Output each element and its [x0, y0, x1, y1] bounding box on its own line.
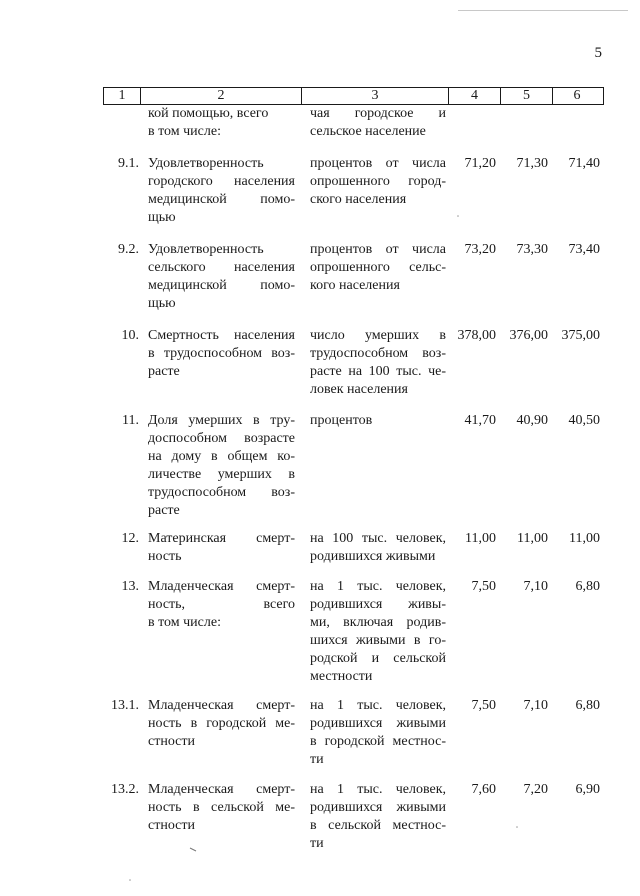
- indicator-name-line: медицинской помо-: [148, 278, 295, 293]
- indicator-name-line: Доля умерших в тру-: [148, 413, 295, 428]
- value-col-4: 7,60: [471, 782, 496, 797]
- indicator-name-line: Удовлетворенность: [148, 242, 264, 257]
- indicator-name-line: доспособном возрасте: [148, 431, 295, 446]
- unit-line: родившихся живыми: [310, 549, 436, 564]
- unit-line: ти: [310, 836, 324, 851]
- value-col-6: 11,00: [569, 531, 600, 546]
- row-number: 9.2.: [118, 242, 139, 257]
- row-number: 12.: [121, 531, 139, 546]
- header-col-3: 3: [302, 88, 449, 104]
- value-col-5: 376,00: [509, 328, 548, 343]
- value-col-5: 7,10: [523, 698, 548, 713]
- indicator-name-line: в трудоспособном воз-: [148, 346, 295, 361]
- unit-line: опрошенного город-: [310, 174, 446, 189]
- value-col-5: 11,00: [517, 531, 548, 546]
- continuation-name: [148, 105, 295, 140]
- row-number: 10.: [121, 328, 139, 343]
- indicator-name-line: городского населения: [148, 174, 295, 189]
- value-col-4: 73,20: [464, 242, 496, 257]
- top-rule: [458, 10, 628, 11]
- indicator-name: [148, 781, 295, 835]
- continuation-unit: [310, 105, 446, 140]
- indicator-name-line: в том числе:: [148, 615, 221, 630]
- page-number: 5: [594, 45, 602, 61]
- continuation-name-line: в том числе:: [148, 123, 221, 139]
- indicator-name-line: ность в сельской ме-: [148, 800, 295, 815]
- indicator-name-line: расте: [148, 503, 180, 518]
- indicator-name: [148, 327, 295, 381]
- indicator-name-line: на дому в общем ко-: [148, 449, 295, 464]
- indicator-name-line: ность в городской ме-: [148, 716, 295, 731]
- unit-of-measure: [310, 241, 446, 295]
- header-col-1: 1: [104, 88, 141, 104]
- row-number: 13.2.: [111, 782, 139, 797]
- row-number: 9.1.: [118, 156, 139, 171]
- indicator-name-line: сельского населения: [148, 260, 295, 275]
- indicator-name-line: Младенческая смерт-: [148, 579, 295, 594]
- indicator-name-line: Смертность населения: [148, 328, 295, 343]
- indicator-name-line: ность: [148, 549, 182, 564]
- unit-line: родившихся живыми: [310, 800, 446, 815]
- unit-line: расте на 100 тыс. че-: [310, 364, 446, 379]
- unit-line: процентов от числа: [310, 242, 446, 257]
- indicator-name: [148, 697, 295, 751]
- value-col-6: 40,50: [568, 413, 600, 428]
- value-col-6: 71,40: [568, 156, 600, 171]
- row-number: 13.: [121, 579, 139, 594]
- value-col-5: 7,20: [523, 782, 548, 797]
- indicator-name: [148, 530, 295, 566]
- header-col-4: 4: [449, 88, 501, 104]
- indicator-name-line: медицинской помо-: [148, 192, 295, 207]
- value-col-5: 73,30: [516, 242, 548, 257]
- unit-line: в сельской местнос-: [310, 818, 446, 833]
- value-col-4: 11,00: [465, 531, 496, 546]
- unit-of-measure: [310, 697, 446, 769]
- indicator-name-line: щью: [148, 210, 176, 225]
- indicator-name: [148, 241, 295, 313]
- unit-of-measure: [310, 412, 446, 430]
- indicator-name: [148, 578, 295, 632]
- indicator-name-line: Материнская смерт-: [148, 531, 295, 546]
- indicator-name-line: Младенческая смерт-: [148, 782, 295, 797]
- indicator-name: [148, 155, 295, 227]
- table-header-row: [103, 87, 604, 105]
- value-col-6: 375,00: [561, 328, 600, 343]
- unit-line: процентов от числа: [310, 156, 446, 171]
- unit-line: ми, включая родив-: [310, 615, 446, 630]
- unit-of-measure: [310, 155, 446, 209]
- unit-line: кого населения: [310, 278, 400, 293]
- value-col-5: 40,90: [516, 413, 548, 428]
- unit-line: на 1 тыс. человек,: [310, 782, 446, 797]
- unit-of-measure: [310, 327, 446, 399]
- indicator-name-line: трудоспособном воз-: [148, 485, 295, 500]
- value-col-6: 6,80: [575, 698, 600, 713]
- unit-line: на 1 тыс. человек,: [310, 698, 446, 713]
- indicator-name-line: личестве умерших в: [148, 467, 295, 482]
- unit-line: ского населения: [310, 192, 407, 207]
- value-col-6: 6,90: [575, 782, 600, 797]
- indicator-name-line: Младенческая смерт-: [148, 698, 295, 713]
- header-col-6: 6: [573, 88, 581, 103]
- value-col-6: 6,80: [575, 579, 600, 594]
- indicator-name-line: стности: [148, 734, 195, 749]
- indicator-name-line: расте: [148, 364, 180, 379]
- scan-speck: [457, 215, 459, 217]
- header-col-2: 2: [141, 88, 302, 104]
- value-col-6: 73,40: [568, 242, 600, 257]
- unit-of-measure: [310, 781, 446, 853]
- unit-line: ловек населения: [310, 382, 408, 397]
- unit-line: число умерших в: [310, 328, 446, 343]
- value-col-4: 7,50: [471, 698, 496, 713]
- unit-line: родившихся живы-: [310, 597, 446, 612]
- row-number: 11.: [122, 413, 139, 428]
- unit-line: родской и сельской: [310, 651, 446, 666]
- unit-of-measure: [310, 530, 446, 566]
- scan-speck: [516, 826, 518, 828]
- value-col-5: 7,10: [523, 579, 548, 594]
- value-col-4: 7,50: [471, 579, 496, 594]
- value-col-4: 378,00: [457, 328, 496, 343]
- indicator-name-line: ность, всего: [148, 597, 295, 612]
- indicator-name-line: щью: [148, 296, 176, 311]
- value-col-4: 71,20: [464, 156, 496, 171]
- unit-line: родившихся живыми: [310, 716, 446, 731]
- indicator-name-line: Удовлетворенность: [148, 156, 264, 171]
- unit-line: ти: [310, 752, 324, 767]
- scan-speck: [129, 879, 131, 881]
- unit-line: процентов: [310, 413, 373, 428]
- scan-speck: [190, 848, 196, 851]
- unit-line: местности: [310, 669, 373, 684]
- unit-of-measure: [310, 578, 446, 686]
- unit-line: на 1 тыс. человек,: [310, 579, 446, 594]
- row-number: 13.1.: [111, 698, 139, 713]
- unit-line: на 100 тыс. человек,: [310, 531, 446, 546]
- continuation-name-line: кой помощью, всего: [148, 106, 269, 121]
- unit-line: в городской местнос-: [310, 734, 446, 749]
- unit-line: шихся живыми в го-: [310, 633, 446, 648]
- continuation-unit-line: сельское население: [310, 123, 426, 139]
- value-col-5: 71,30: [516, 156, 548, 171]
- continuation-unit-line: чая городское и: [310, 106, 446, 121]
- indicator-name: [148, 412, 295, 520]
- unit-line: опрошенного сельс-: [310, 260, 446, 275]
- header-col-5: 5: [501, 88, 553, 104]
- value-col-4: 41,70: [464, 413, 496, 428]
- unit-line: трудоспособном воз-: [310, 346, 446, 361]
- indicator-name-line: стности: [148, 818, 195, 833]
